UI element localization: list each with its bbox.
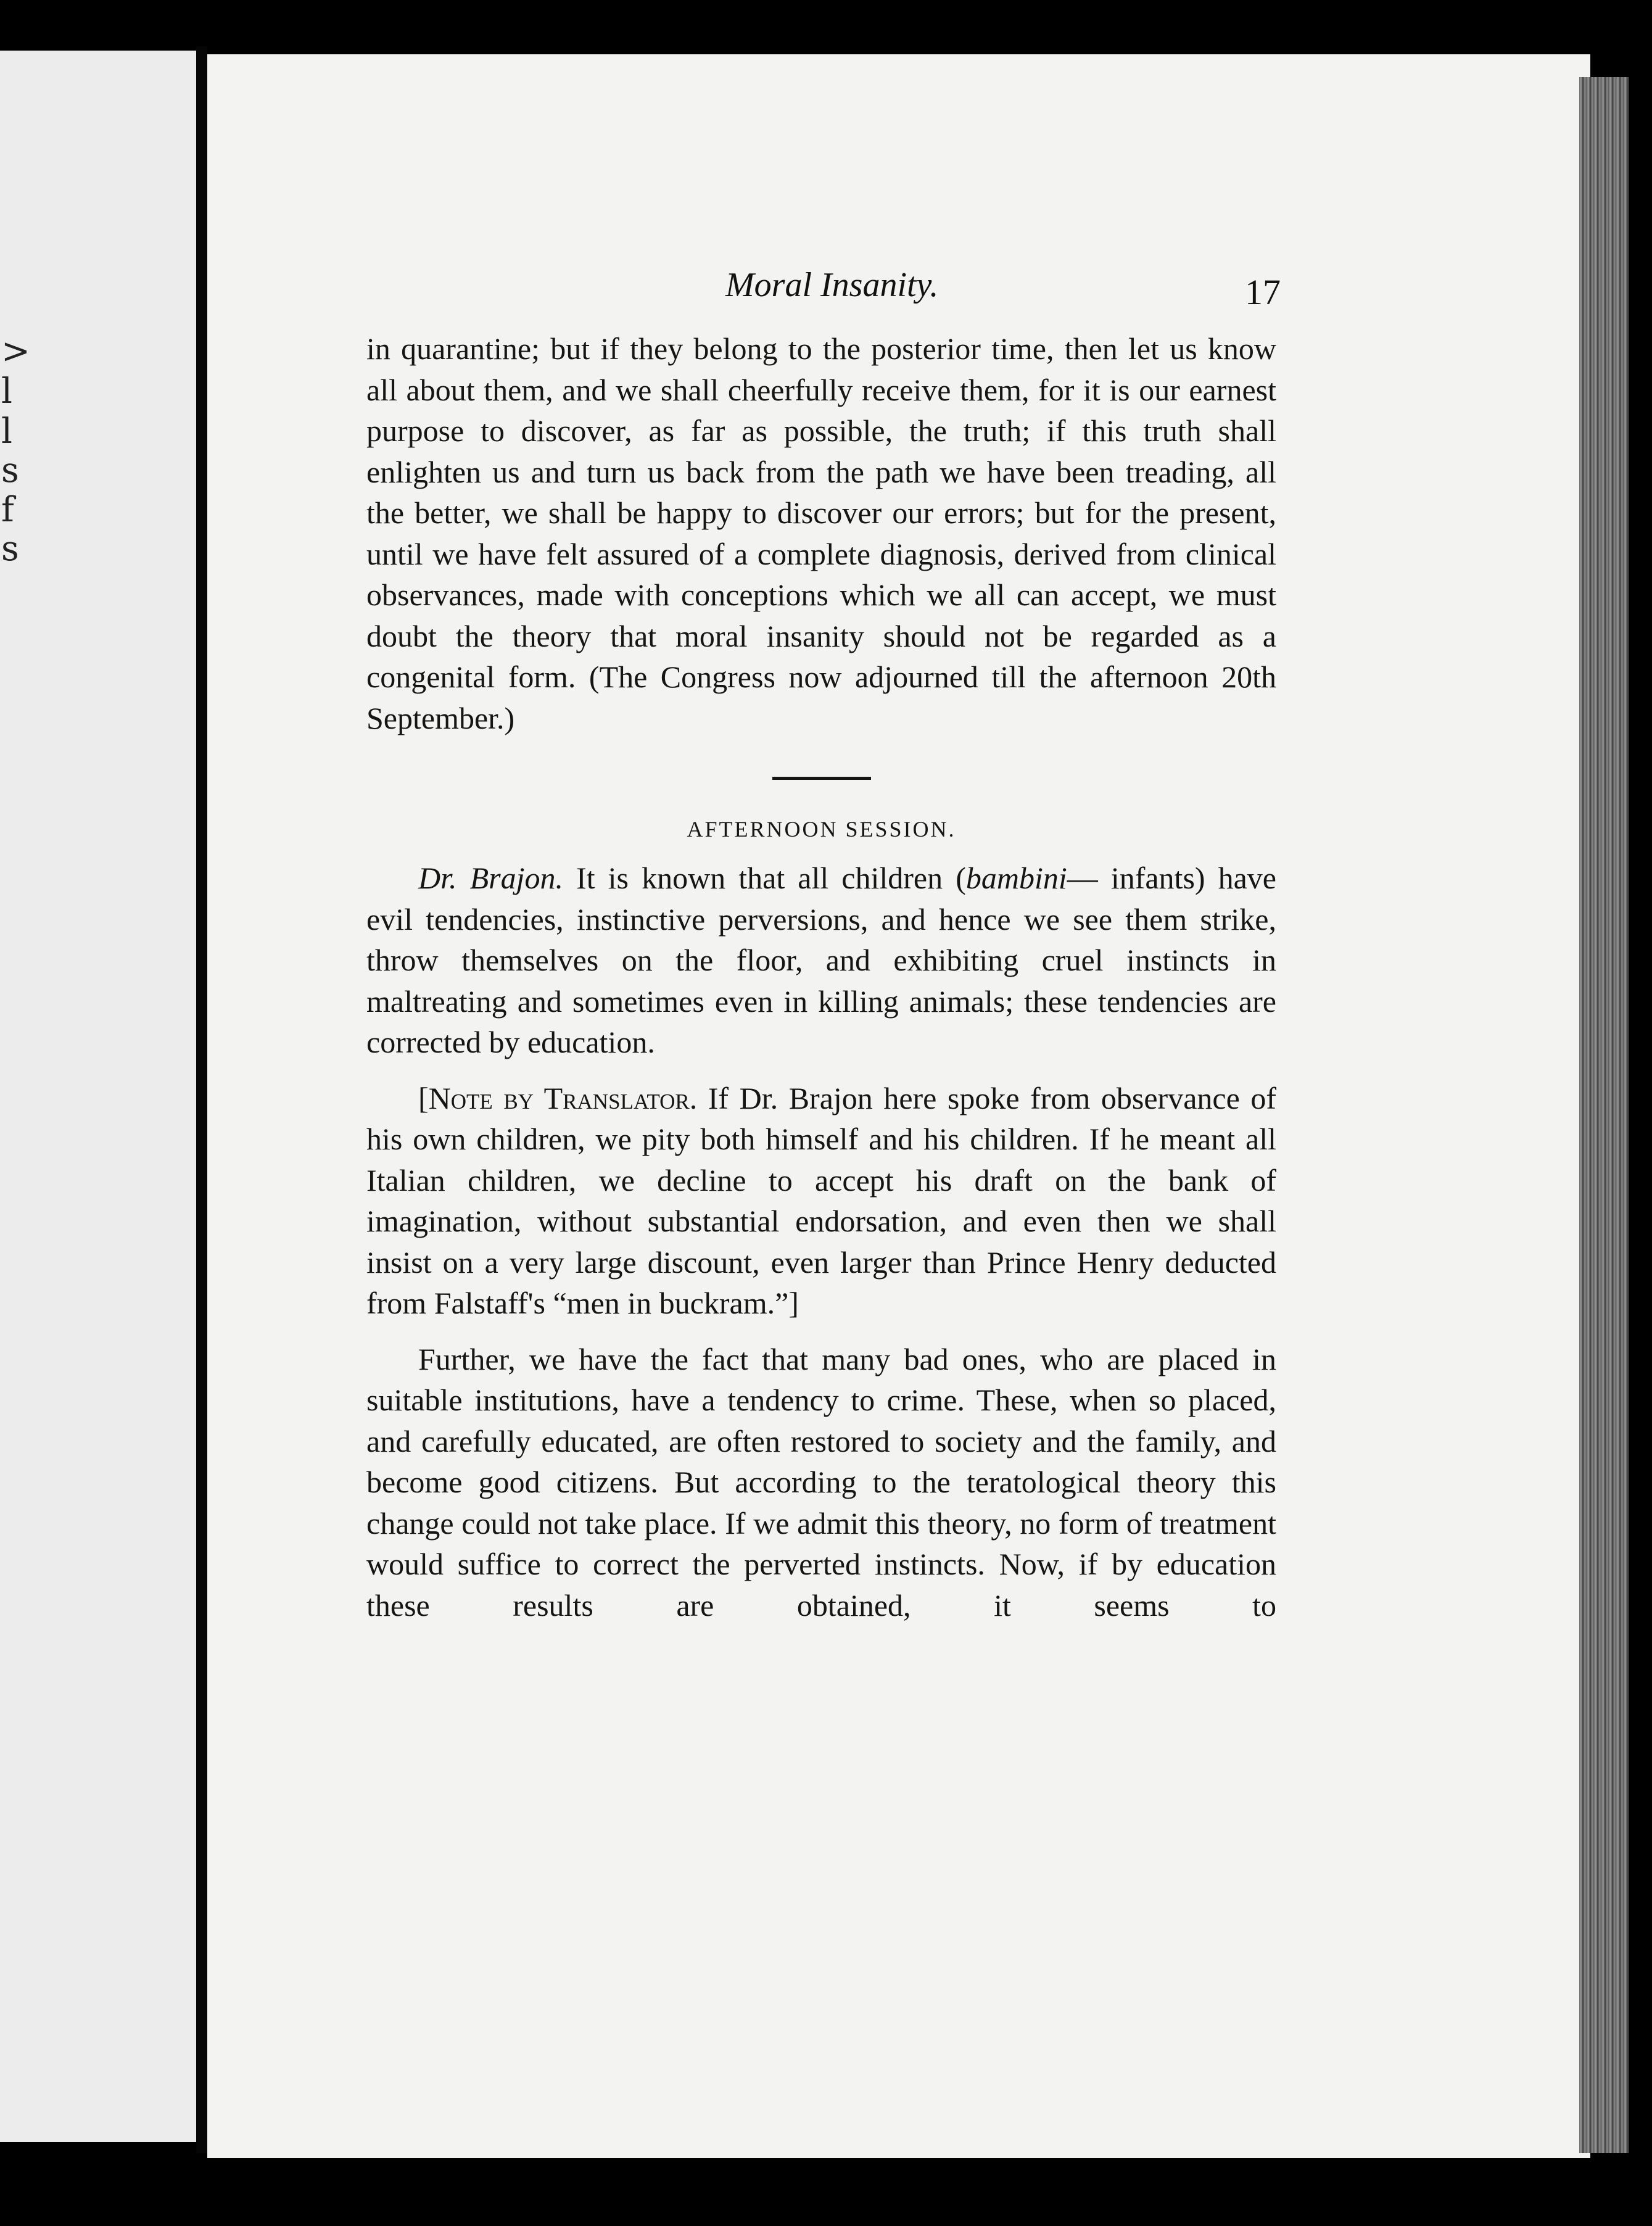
previous-page-text-fragments bbox=[0, 51, 30, 2142]
paragraph-translator-note bbox=[366, 1078, 1276, 1324]
paragraph-continuation: in quarantine; but if they belong to the posterior time, then let us know all about them, and we shall cheerfully receive them, for it is our earnest purpose to discover, as far as possible, the truth; if this truth shall enlighten us and turn us back from the path we have been treading, all the better, we shall be happy to discover our errors; but for the present, until we have felt assured of a complete diagnosis, derived from clinical observances, made with conceptions which we all can accept, we must doubt the theory that moral insanity should not be regarded as a congenital form. (The Congress now adjourned till the afternoon 20th September.) bbox=[366, 331, 1276, 735]
previous-page-edge bbox=[0, 51, 196, 2142]
paragraph-further: Further, we have the fact that many bad ones, who are placed in suitable institutions, have a tendency to crime. These, when so placed, and carefully educated, are often restored to society and the family, and become good citizens. But according to the teratological theory this change could not take place. If we admit this theory, no form of treatment would suffice to correct the perverted instincts. Now, if by education these results are obtained, it seems to bbox=[366, 1341, 1276, 1623]
bracket: [ bbox=[418, 1080, 429, 1115]
fragment-char: f bbox=[1, 490, 14, 530]
note-text: If Dr. Brajon here spoke from observance of his own children, we pity both himself and his children. If he meant all Italian children, we decline to accept his draft on the bank of imagination, without substantial endorsation, and even then we shall insist on a very large discount, even larger than Prince Henry deducted from Falstaff's “men in buckram.”] bbox=[366, 1080, 1276, 1320]
running-head: Moral Insanity. bbox=[725, 266, 939, 304]
fragment-char: s bbox=[1, 450, 19, 490]
page-body bbox=[366, 328, 1276, 1626]
page-edges bbox=[1579, 77, 1629, 2153]
section-heading: AFTERNOON SESSION. bbox=[687, 817, 956, 842]
italic-term: bambini bbox=[965, 861, 1067, 895]
note-label: Note by Translator. bbox=[428, 1080, 698, 1115]
fragment-char: l bbox=[1, 412, 12, 452]
fragment-char: s bbox=[1, 529, 19, 569]
page-number: 17 bbox=[1245, 272, 1281, 312]
binding-gutter bbox=[196, 46, 207, 2153]
paragraph-gap bbox=[366, 1063, 1276, 1078]
paragraph-brajon bbox=[366, 858, 1276, 1063]
text-segment: — infants) have evil tendencies, instinctive perversions, and hence we see them strike, throw themselves on the floor, and exhibiting cruel instincts in maltreating and sometimes even in killing animals; these tendencies are corrected by education. bbox=[366, 861, 1276, 1059]
speaker-name: Dr. Brajon. bbox=[418, 861, 563, 895]
text-segment: It is known that all children ( bbox=[563, 861, 966, 895]
fragment-char: > bbox=[1, 331, 30, 371]
paragraph-gap bbox=[366, 1324, 1276, 1339]
section-rule bbox=[772, 777, 871, 780]
fragment-char: l bbox=[1, 371, 12, 412]
